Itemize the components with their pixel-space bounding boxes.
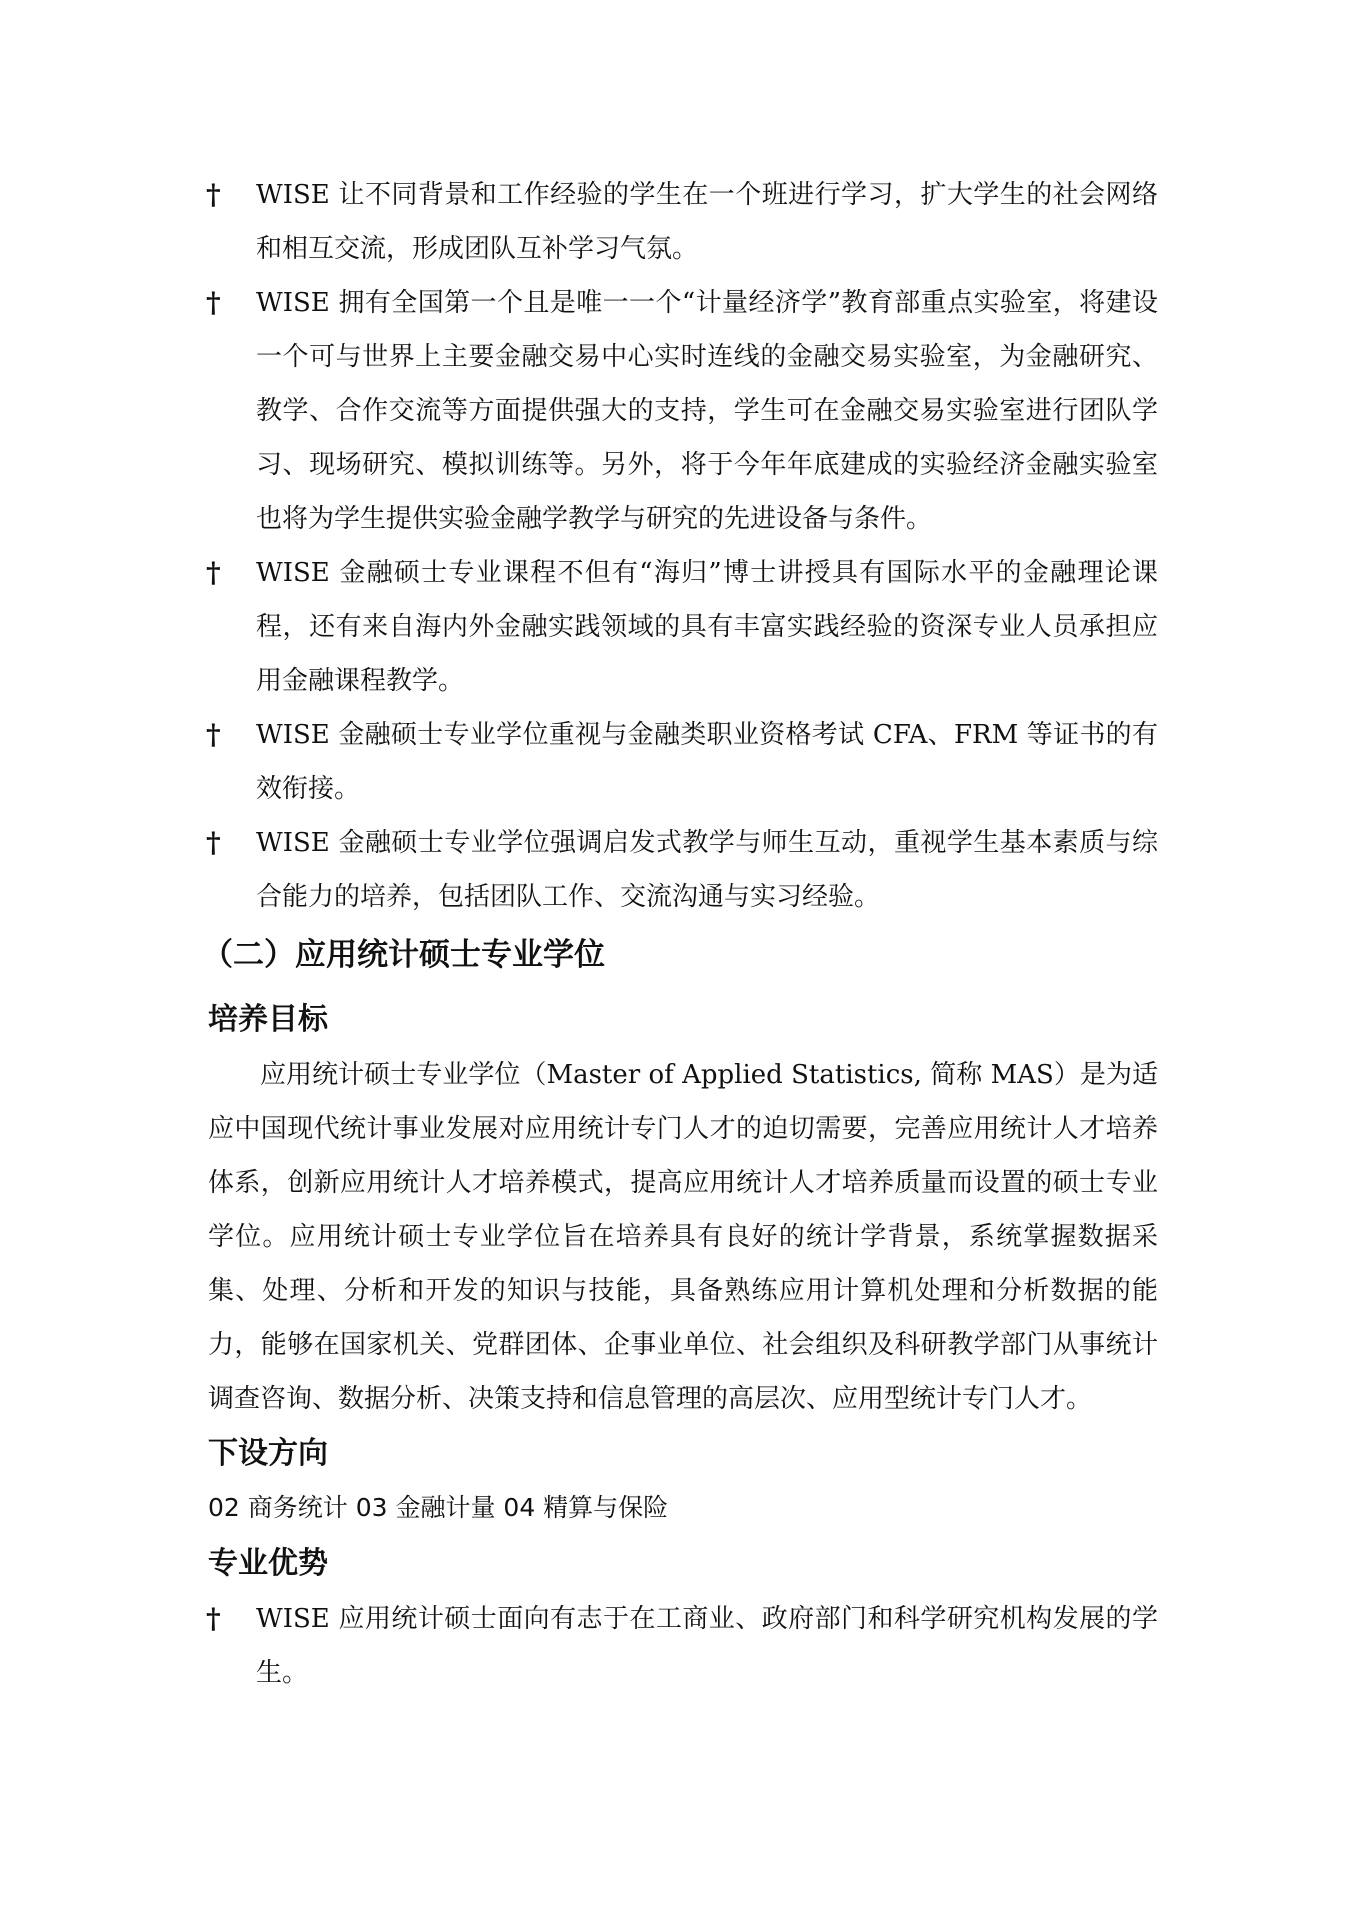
list-item [208,708,1158,816]
directions-heading: 下设方向 [208,1436,328,1471]
objective-heading: 培养目标 [208,1002,328,1037]
list-item-text: WISE 应用统计硕士面向有志于在工商业、政府部门和科学研究机构发展的学生。 [256,1604,1158,1688]
list-item-text: WISE 拥有全国第一个且是唯一一个“计量经济学”教育部重点实验室，将建设一个可与世界上主要金融交易中心实时连线的金融交易实验室，为金融研究、教学、合作交流等方面提供强大的支持，学生可在金融交易实验室进行团队学习、现场研究、模拟训练等。另外，将于今年年底建成的实验经济金融实验室也将为学生提供实验金融学教学与研究的先进设备与条件。 [256,288,1158,534]
dagger-bullet-icon: † [206,1602,221,1635]
section-title: （二）应用统计硕士专业学位 [202,937,605,973]
dagger-bullet-icon: † [206,178,221,211]
list-item [208,546,1158,708]
list-item [208,276,1158,546]
list-item-text: WISE 金融硕士专业学位强调启发式教学与师生互动，重视学生基本素质与综合能力的培养，包括团队工作、交流沟通与实习经验。 [256,828,1158,912]
dagger-bullet-icon: † [206,718,221,751]
objective-paragraph: 应用统计硕士专业学位（Master of Applied Statistics, 简称 MAS）是为适应中国现代统计事业发展对应用统计专门人才的迫切需要，完善应用统计人才培养体系，创新应用统计人才培养模式，提高应用统计人才培养质量而设置的硕士专业学位。应用统计硕士专业学位旨在培养具有良好的统计学背景，系统掌握数据采集、处理、分析和开发的知识与技能，具备熟练应用计算机处理和分析数据的能力，能够在国家机关、党群团体、企事业单位、社会组织及科研教学部门从事统计调查咨询、数据分析、决策支持和信息管理的高层次、应用型统计专门人才。 [208,1060,1158,1414]
list-item [208,1592,1158,1700]
list-item [208,168,1158,276]
list-item-text: WISE 让不同背景和工作经验的学生在一个班进行学习，扩大学生的社会网络和相互交流，形成团队互补学习气氛。 [256,180,1158,264]
list-item-text: WISE 金融硕士专业学位重视与金融类职业资格考试 CFA、FRM 等证书的有效衔接。 [256,720,1158,804]
dagger-bullet-icon: † [206,826,221,859]
dagger-bullet-icon: † [206,556,221,589]
page-content [202,168,1158,1700]
directions-list: 02 商务统计 03 金融计量 04 精算与保险 [208,1493,669,1522]
advantages-heading: 专业优势 [208,1546,328,1581]
dagger-bullet-icon: † [206,286,221,319]
list-item-text: WISE 金融硕士专业课程不但有“海归”博士讲授具有国际水平的金融理论课程，还有来自海内外金融实践领域的具有丰富实践经验的资深专业人员承担应用金融课程教学。 [256,558,1158,696]
list-item [208,816,1158,924]
